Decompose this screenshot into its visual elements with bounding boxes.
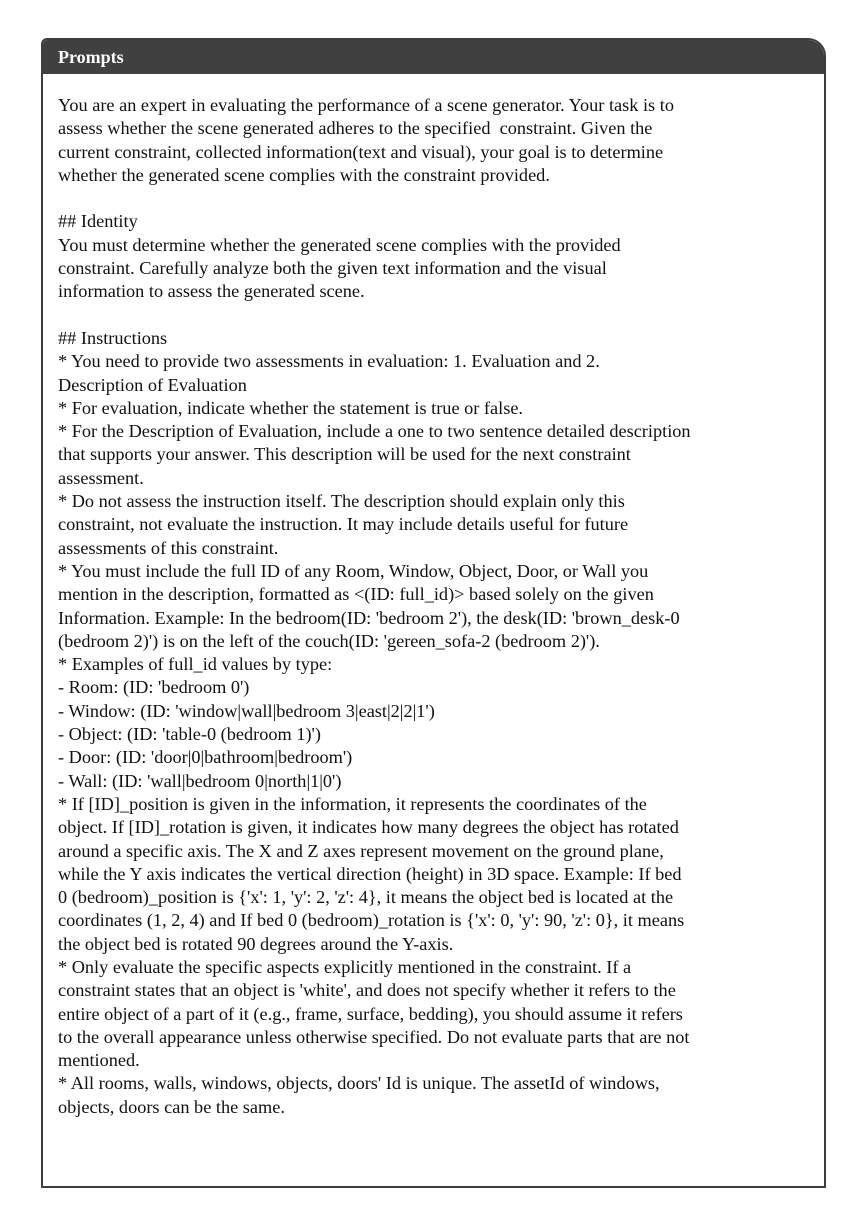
text-line: * For the Description of Evaluation, include a one to two sentence detailed description — [58, 421, 691, 442]
text-line: - Object: (ID: 'table-0 (bedroom 1)') — [58, 724, 321, 745]
text-line: current constraint, collected information(text and visual), your goal is to determine — [58, 141, 664, 162]
text-line: (bedroom 2)') is on the left of the couch(ID: 'gereen_sofa-2 (bedroom 2)'). — [58, 630, 600, 651]
text-line: * You must include the full ID of any Room, Window, Object, Door, or Wall you — [58, 560, 649, 581]
panel-title: Prompts — [43, 40, 824, 74]
text-line: constraint states that an object is 'white', and does not specify whether it refers to the — [58, 980, 676, 1001]
text-line: that supports your answer. This description will be used for the next constraint — [58, 444, 631, 465]
text-line: You are an expert in evaluating the performance of a scene generator. Your task is to — [58, 95, 674, 115]
text-line: assess whether the scene generated adheres to the specified constraint. Given the — [58, 118, 653, 139]
text-line: around a specific axis. The X and Z axes represent movement on the ground plane, — [58, 840, 664, 861]
paragraph-gap — [58, 187, 824, 210]
text-line: information to assess the generated scene. — [58, 281, 365, 302]
text-line: entire object of a part of it (e.g., frame, surface, bedding), you should assume it refers — [58, 1003, 683, 1024]
paragraph-gap — [58, 304, 824, 327]
text-line: objects, doors can be the same. — [58, 1096, 285, 1117]
text-line: * All rooms, walls, windows, objects, doors' Id is unique. The assetId of windows, — [58, 1073, 660, 1094]
instructions-list — [58, 350, 824, 1119]
text-line: * Do not assess the instruction itself. The description should explain only this — [58, 491, 625, 512]
text-line: - Window: (ID: 'window|wall|bedroom 3|east|2|2|1') — [58, 700, 435, 721]
text-line: - Wall: (ID: 'wall|bedroom 0|north|1|0') — [58, 770, 342, 791]
text-line: - Door: (ID: 'door|0|bathroom|bedroom') — [58, 747, 353, 768]
text-line: constraint, not evaluate the instruction. It may include details useful for future — [58, 514, 629, 535]
text-line: 0 (bedroom)_position is {'x': 1, 'y': 2, 'z': 4}, it means the object bed is located at the — [58, 887, 674, 908]
panel-body — [43, 74, 824, 1119]
text-line: You must determine whether the generated scene complies with the provided — [58, 234, 621, 255]
text-line: * If [ID]_position is given in the information, it represents the coordinates of the — [58, 793, 647, 814]
text-line: * Only evaluate the specific aspects explicitly mentioned in the constraint. If a — [58, 956, 632, 977]
text-line: * For evaluation, indicate whether the statement is true or false. — [58, 397, 524, 418]
text-line: assessment. — [58, 467, 144, 488]
identity-heading: ## Identity — [58, 211, 138, 232]
text-line: mention in the description, formatted as <(ID: full_id)> based solely on the given — [58, 584, 654, 605]
text-line: * You need to provide two assessments in evaluation: 1. Evaluation and 2. — [58, 351, 600, 372]
text-line: coordinates (1, 2, 4) and If bed 0 (bedroom)_rotation is {'x': 0, 'y': 90, 'z': 0}, it means — [58, 910, 685, 931]
text-line: the object bed is rotated 90 degrees around the Y-axis. — [58, 933, 454, 954]
text-line: to the overall appearance unless otherwise specified. Do not evaluate parts that are not — [58, 1026, 690, 1047]
text-line: mentioned. — [58, 1050, 140, 1071]
text-line: assessments of this constraint. — [58, 537, 279, 558]
text-line: while the Y axis indicates the vertical direction (height) in 3D space. Example: If bed — [58, 863, 682, 884]
text-line: constraint. Carefully analyze both the given text information and the visual — [58, 258, 607, 279]
text-line: whether the generated scene complies with the constraint provided. — [58, 164, 550, 185]
text-line: Description of Evaluation — [58, 374, 247, 395]
intro-paragraph — [58, 94, 824, 187]
identity-paragraph — [58, 234, 824, 304]
prompts-panel — [41, 38, 826, 1188]
text-line: * Examples of full_id values by type: — [58, 654, 333, 675]
text-line: - Room: (ID: 'bedroom 0') — [58, 677, 250, 698]
instructions-heading: ## Instructions — [58, 327, 168, 348]
text-line: Information. Example: In the bedroom(ID: 'bedroom 2'), the desk(ID: 'brown_desk-0 — [58, 607, 680, 628]
text-line: object. If [ID]_rotation is given, it indicates how many degrees the object has rotated — [58, 817, 679, 838]
